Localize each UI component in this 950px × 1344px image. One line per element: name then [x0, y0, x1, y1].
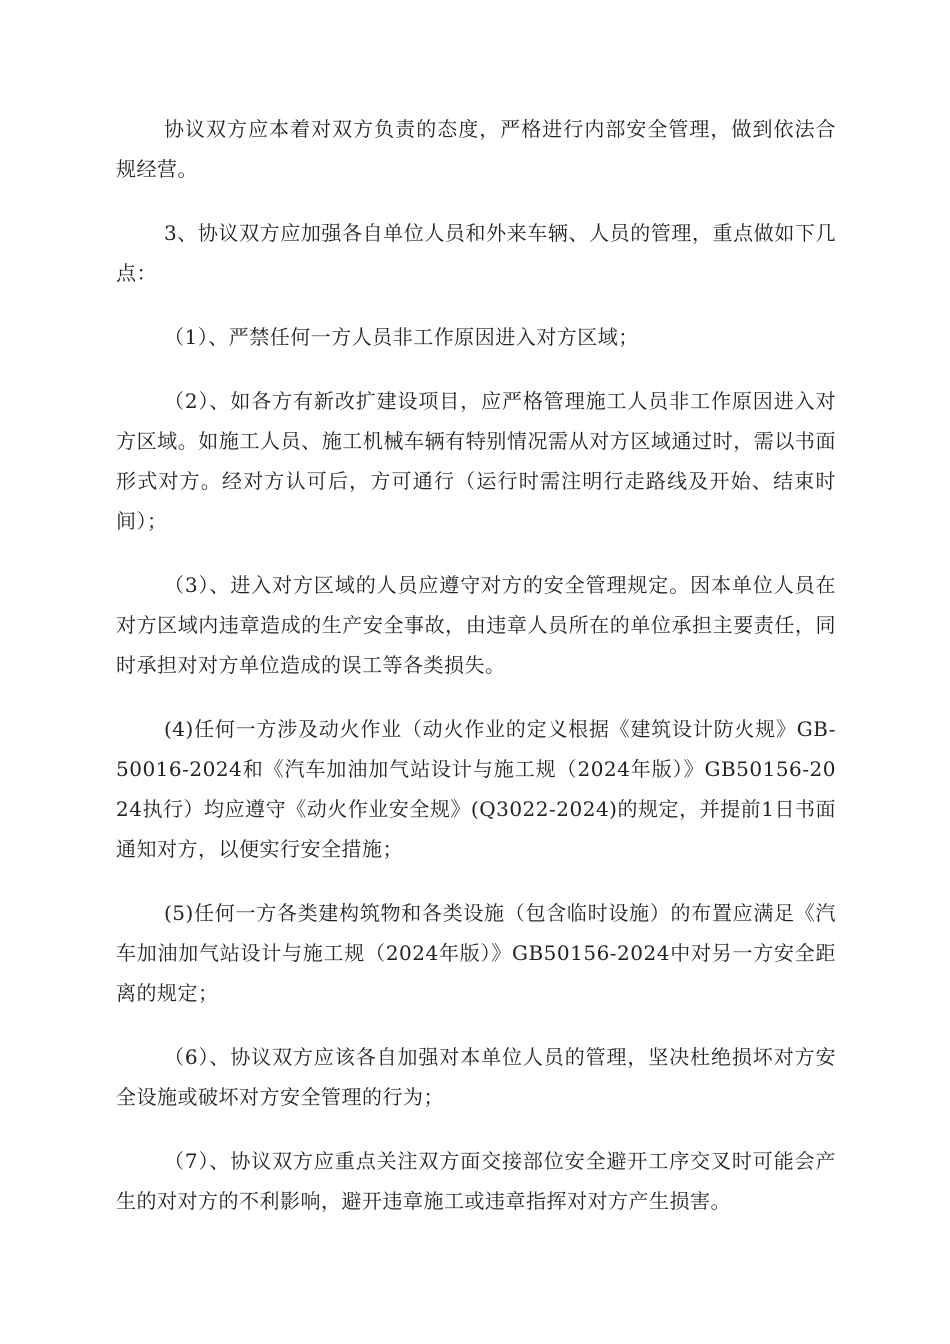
paragraph-subitem-1: （1）、严禁任何一方人员非工作原因进入对方区域；: [164, 325, 639, 349]
paragraph-subitem-5: (5)任何一方各类建构筑物和各类设施（包含临时设施）的布置应满足《汽车加油加气站设计与施工规（2024年版）》GB50156-2024中对另一方安全距离的规定；: [116, 901, 836, 1005]
paragraph-subitem-3: （3）、进入对方区域的人员应遵守对方的安全管理规定。因本单位人员在对方区域内违章造成的生产安全事故，由违章人员所在的单位承担主要责任，同时承担对对方单位造成的误工等各类损失。: [116, 573, 836, 677]
paragraph-subitem-6: （6）、协议双方应该各自加强对本单位人员的管理，坚决杜绝损坏对方安全设施或破坏对方安全管理的行为；: [116, 1045, 836, 1109]
paragraph-subitem-2: （2）、如各方有新改扩建设项目，应严格管理施工人员非工作原因进入对方区域。如施工人员、施工机械车辆有特别情况需从对方区域通过时，需以书面形式对方。经对方认可后，方可通行（运行时需注明行走路线及开始、结束时间）；: [116, 389, 836, 533]
paragraph-subitem-4: (4)任何一方涉及动火作业（动火作业的定义根据《建筑设计防火规》GB-50016-2024和《汽车加油加气站设计与施工规（2024年版）》GB50156-2024执行）均应遵守《动火作业安全规》(Q3022-2024)的规定，并提前1日书面通知对方，以便实行安全措施；: [116, 717, 836, 861]
paragraph-intro: 协议双方应本着对双方负责的态度，严格进行内部安全管理，做到依法合规经营。: [116, 117, 836, 181]
paragraph-subitem-7: （7）、协议双方应重点关注双方面交接部位安全避开工序交叉时可能会产生的对对方的不利影响，避开违章施工或违章指挥对对方产生损害。: [116, 1149, 836, 1213]
document-body: [116, 109, 836, 1245]
paragraph-item-3: 3、协议双方应加强各自单位人员和外来车辆、人员的管理，重点做如下几点：: [116, 221, 836, 285]
